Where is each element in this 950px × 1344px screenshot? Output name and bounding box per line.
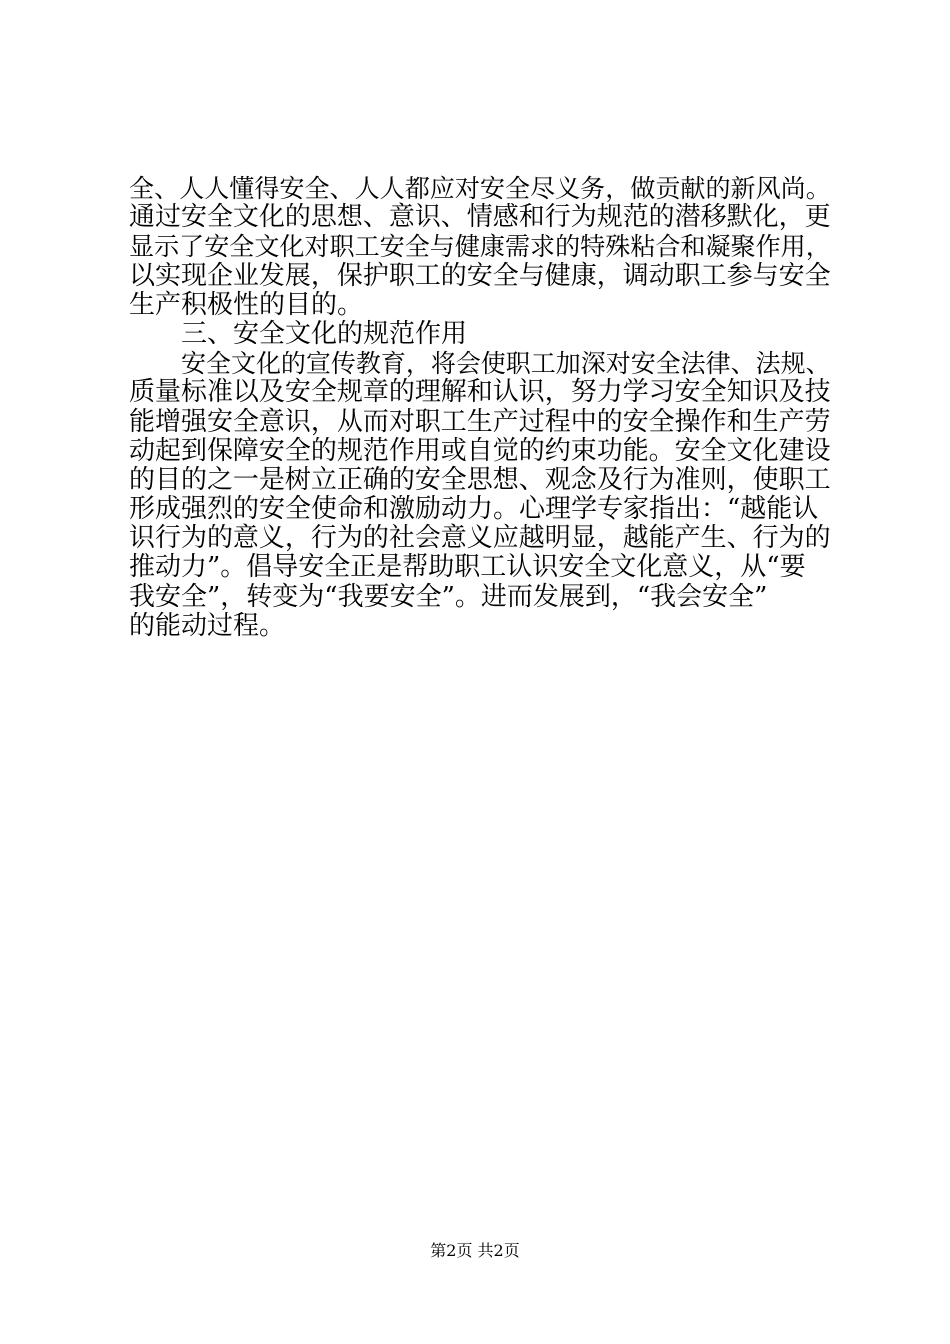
text-line: 动起到保障安全的规范作用或自觉的约束功能。安全文化建设 [129, 435, 831, 466]
section-heading: 三、安全文化的规范作用 [181, 318, 468, 349]
text-line: 以实现企业发展，保护职工的安全与健康，调动职工参与安全 [129, 260, 831, 291]
text-line: 全、人人懂得安全、人人都应对安全尽义务，做贡献的新风尚。 [129, 174, 831, 203]
text-line: 形成强烈的安全使命和激励动力。心理学专家指出：“越能认 [129, 494, 819, 525]
page-number-label: 第2页 共2页 [430, 1241, 520, 1260]
text-line: 的目的之一是树立正确的安全思想、观念及行为准则，使职工 [129, 464, 831, 495]
page-footer [0, 1241, 950, 1261]
text-line: 质量标准以及安全规章的理解和认识，努力学习安全知识及技 [129, 377, 831, 408]
document-body [129, 174, 829, 641]
text-line: 安全文化的宣传教育，将会使职工加深对安全法律、法规、 [181, 349, 831, 379]
text-line: 识行为的意义，行为的社会意义应越明显，越能产生、行为的 [129, 523, 831, 554]
text-line: 通过安全文化的思想、意识、情感和行为规范的潜移默化，更 [129, 202, 831, 233]
text-line: 推动力”。倡导安全正是帮助职工认识安全文化意义，从“要 [129, 552, 806, 583]
text-line: 能增强安全意识，从而对职工生产过程中的安全操作和生产劳 [129, 406, 831, 437]
text-line: 我安全”，转变为“我要安全”。进而发展到，“我会安全” [129, 581, 768, 612]
text-line: 生产积极性的目的。 [129, 289, 364, 320]
text-line: 显示了安全文化对职工安全与健康需求的特殊粘合和凝聚作用， [129, 232, 831, 262]
text-line: 的能动过程。 [129, 610, 286, 641]
